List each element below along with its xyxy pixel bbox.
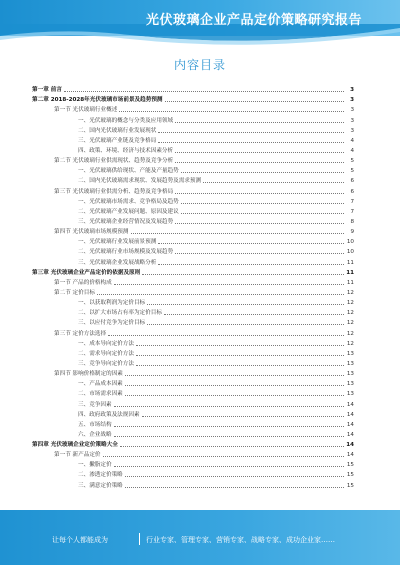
toc-entry[interactable] <box>32 378 354 388</box>
toc-entry-title: 第一章 前言 <box>32 87 62 94</box>
toc-dot-leader <box>136 355 344 356</box>
toc-page-number: 4 <box>350 137 354 144</box>
toc-dot-leader <box>114 426 344 427</box>
toc-entry[interactable] <box>32 297 354 307</box>
toc-page-number: 3 <box>350 97 354 104</box>
toc-entry-title: 五、市场结构 <box>78 421 112 428</box>
toc-entry[interactable] <box>32 338 354 348</box>
toc-entry[interactable] <box>32 196 354 206</box>
toc-dot-leader <box>147 304 344 305</box>
toc-dot-leader <box>175 253 344 254</box>
toc-page-number: 12 <box>346 320 354 327</box>
toc-dot-leader <box>142 416 344 417</box>
toc-page-number: 3 <box>350 117 354 124</box>
toc-dot-leader <box>181 213 344 214</box>
toc-entry-title: 一、产品成本因素 <box>78 381 123 388</box>
footer-divider <box>139 533 140 545</box>
toc-entry[interactable] <box>32 256 354 266</box>
toc-dot-leader <box>181 203 344 204</box>
toc-page-number: 8 <box>350 218 354 225</box>
toc-page-number: 11 <box>346 259 354 266</box>
toc-entry-title: 三、以应付竞争为定价目标 <box>78 320 146 327</box>
toc-entry-title: 第二节 光伏玻璃行业供需现状、趋势及竞争分析 <box>54 158 174 165</box>
toc-entry[interactable] <box>32 104 354 114</box>
toc-entry[interactable] <box>32 114 354 124</box>
toc-page-number: 10 <box>346 239 354 246</box>
toc-page-number: 6 <box>350 188 354 195</box>
toc-page-number: 11 <box>346 269 354 276</box>
toc-page-number: 13 <box>346 371 354 378</box>
footer-slogan: 让每个人都能成为 <box>52 536 108 544</box>
toc-dot-leader <box>131 233 345 234</box>
toc-page-number: 10 <box>346 249 354 256</box>
report-header-banner <box>0 0 400 36</box>
toc-entry[interactable] <box>32 348 354 358</box>
toc-entry-title: 二、需求导向定价方法 <box>78 350 134 357</box>
toc-entry[interactable] <box>32 317 354 327</box>
toc-dot-leader <box>158 243 344 244</box>
toc-entry-title: 三、竞争因素 <box>78 401 112 408</box>
toc-entry[interactable] <box>32 226 354 236</box>
toc-entry-title: 第四章 光伏玻璃企业定价策略大全 <box>32 442 118 449</box>
toc-entry-title: 第四节 影响价格制定的因素 <box>54 371 123 378</box>
toc-page-number: 3 <box>350 87 354 94</box>
toc-entry-title: 一、以获取利润为定价目标 <box>78 300 146 307</box>
toc-dot-leader <box>114 284 344 285</box>
toc-page-number: 14 <box>346 452 354 459</box>
toc-entry-title: 三、满意定价策略 <box>78 482 123 489</box>
toc-dot-leader <box>181 172 344 173</box>
toc-entry-title: 第一节 产品的价格构成 <box>54 279 112 286</box>
toc-page-number: 4 <box>350 147 354 154</box>
toc-page-number: 3 <box>350 127 354 134</box>
toc-entry[interactable] <box>32 165 354 175</box>
toc-page-number: 13 <box>346 391 354 398</box>
toc-dot-leader <box>103 456 344 457</box>
toc-entry-title: 二、市场需求因素 <box>78 391 123 398</box>
toc-entry[interactable] <box>32 155 354 165</box>
report-title: 光伏玻璃企业产品定价策略研究报告 <box>145 13 362 28</box>
toc-entry[interactable] <box>32 94 354 104</box>
toc-page-number: 14 <box>346 401 354 408</box>
toc-dot-leader <box>64 91 344 92</box>
toc-entry[interactable] <box>32 145 354 155</box>
toc-entry[interactable] <box>32 449 354 459</box>
toc-entry[interactable] <box>32 469 354 479</box>
toc-entry[interactable] <box>32 419 354 429</box>
toc-page-number: 13 <box>346 381 354 388</box>
toc-entry-title: 三、竞争导向定价方法 <box>78 360 134 367</box>
toc-entry-title: 六、企业战略 <box>78 431 112 438</box>
toc-dot-leader <box>125 487 344 488</box>
toc-dot-leader <box>142 274 344 275</box>
toc-entry-title: 四、政策、环境、经济与技术因素分析 <box>78 147 174 154</box>
header-swoosh-decoration <box>0 24 400 54</box>
toc-dot-leader <box>125 375 344 376</box>
toc-entry-title: 三、光伏玻璃企业经营情况及发展趋势 <box>78 218 174 225</box>
toc-entry[interactable] <box>32 175 354 185</box>
toc-entry-title: 第三节 定价方法选择 <box>54 330 107 337</box>
toc-page-number: 7 <box>350 198 354 205</box>
toc-page-number: 12 <box>346 340 354 347</box>
toc-entry[interactable] <box>32 277 354 287</box>
toc-entry-title: 一、撇脂定价 <box>78 462 112 469</box>
toc-dot-leader <box>136 345 344 346</box>
toc-entry[interactable] <box>32 185 354 195</box>
toc-entry[interactable] <box>32 135 354 145</box>
toc-entry-title: 二、国内光伏玻璃需求现状、发展趋势及需求预测 <box>78 178 202 185</box>
toc-entry-title: 三、光伏玻璃产业链及竞争格局 <box>78 137 157 144</box>
toc-dot-leader <box>119 111 344 112</box>
toc-page-number: 15 <box>346 482 354 489</box>
toc-dot-leader <box>158 132 344 133</box>
toc-entry[interactable] <box>32 125 354 135</box>
toc-page-number: 12 <box>346 330 354 337</box>
toc-entry[interactable] <box>32 307 354 317</box>
toc-entry-title: 一、成本导向定价方法 <box>78 340 134 347</box>
toc-entry-title: 一、光伏玻璃的概念与分类及应用领域 <box>78 117 174 124</box>
toc-page-number: 13 <box>346 350 354 357</box>
toc-entry[interactable] <box>32 206 354 216</box>
toc-dot-leader <box>108 335 344 336</box>
toc-page-number: 15 <box>346 472 354 479</box>
toc-page-number: 9 <box>350 229 354 236</box>
toc-entry-title: 四、政府政策及法规因素 <box>78 411 140 418</box>
toc-page-number: 6 <box>350 178 354 185</box>
toc-dot-leader <box>175 152 344 153</box>
toc-page-number: 14 <box>346 411 354 418</box>
toc-entry[interactable] <box>32 398 354 408</box>
toc-dot-leader <box>165 101 344 102</box>
toc-entry[interactable] <box>32 327 354 337</box>
toc-dot-leader <box>97 294 344 295</box>
toc-page-number: 13 <box>346 360 354 367</box>
toc-page-number: 7 <box>350 208 354 215</box>
toc-dot-leader <box>136 365 344 366</box>
toc-entry-title: 三、光伏玻璃企业发展战略分析 <box>78 259 157 266</box>
toc-dot-leader <box>175 193 344 194</box>
toc-entry-title: 第一节 新产品定价 <box>54 452 101 459</box>
toc-entry-title: 二、国内光伏玻璃行业发展现状 <box>78 127 157 134</box>
toc-dot-leader <box>125 385 344 386</box>
toc-page-number: 15 <box>346 462 354 469</box>
toc-page-number: 5 <box>350 158 354 165</box>
toc-entry-title: 二、光伏玻璃产业发展问题、原因及建议 <box>78 208 179 215</box>
toc-page-number: 3 <box>350 107 354 114</box>
toc-entry-title: 第一节 光伏玻璃行业概述 <box>54 107 118 114</box>
toc-page-number: 14 <box>346 431 354 438</box>
toc-page-number: 12 <box>346 310 354 317</box>
toc-dot-leader <box>147 324 344 325</box>
toc-entry[interactable] <box>32 236 354 246</box>
toc-dot-leader <box>164 314 344 315</box>
toc-entry-title: 第四节 光伏玻璃市场规模预测 <box>54 229 129 236</box>
toc-entry[interactable] <box>32 429 354 439</box>
toc-entry[interactable] <box>32 246 354 256</box>
toc-dot-leader <box>158 264 344 265</box>
toc-entry[interactable] <box>32 216 354 226</box>
toc-dot-leader <box>175 122 344 123</box>
toc-entry[interactable] <box>32 479 354 489</box>
toc-dot-leader <box>120 446 344 447</box>
toc-dot-leader <box>114 436 344 437</box>
toc-entry[interactable] <box>32 439 354 449</box>
toc-dot-leader <box>125 395 344 396</box>
toc-entry-title: 二、渗透定价策略 <box>78 472 123 479</box>
toc-entry-title: 二、以扩大市场占有率为定价目标 <box>78 310 162 317</box>
toc-entry[interactable] <box>32 459 354 469</box>
toc-page-number: 11 <box>346 279 354 286</box>
toc-entry[interactable] <box>32 287 354 297</box>
toc-dot-leader <box>203 182 344 183</box>
toc-entry[interactable] <box>32 267 354 277</box>
toc-dot-leader <box>158 142 344 143</box>
toc-dot-leader <box>114 406 344 407</box>
footer-roles: 行业专家、管理专家、营销专家、战略专家、成功企业家…… <box>146 536 335 544</box>
toc-page-number: 12 <box>346 289 354 296</box>
toc-entry[interactable] <box>32 358 354 368</box>
toc-entry-title: 一、光伏玻璃市场需求、竞争格局及趋势 <box>78 198 179 205</box>
toc-entry-title: 第三节 光伏玻璃行业供需分析、趋势及竞争格局 <box>54 188 174 195</box>
toc-dot-leader <box>114 466 344 467</box>
toc-dot-leader <box>125 476 344 477</box>
toc-entry-title: 一、光伏玻璃行业发展前景预测 <box>78 239 157 246</box>
toc-page-number: 12 <box>346 300 354 307</box>
toc-heading: 内容目录 <box>173 58 226 72</box>
toc-entry[interactable] <box>32 368 354 378</box>
toc-page-number: 5 <box>350 168 354 175</box>
toc-page-number: 14 <box>346 421 354 428</box>
toc-entry[interactable] <box>32 388 354 398</box>
footer-banner <box>0 510 400 565</box>
toc-entry-title: 第三章 光伏玻璃企业产品定价的依据及原则 <box>32 269 141 276</box>
toc-entry-title: 第二节 定价目标 <box>54 289 95 296</box>
toc-entry[interactable] <box>32 409 354 419</box>
toc-dot-leader <box>175 223 344 224</box>
toc-dot-leader <box>175 162 344 163</box>
toc-entry-title: 第二章 2018-2028年光伏玻璃市场前景及趋势预测 <box>32 97 163 104</box>
toc-entry[interactable] <box>32 84 354 94</box>
table-of-contents <box>32 84 354 490</box>
toc-entry-title: 一、光伏玻璃供给现状、产能及产量趋势 <box>78 168 179 175</box>
toc-page-number: 14 <box>346 442 354 449</box>
toc-entry-title: 二、光伏玻璃行业市场规模及发展趋势 <box>78 249 174 256</box>
